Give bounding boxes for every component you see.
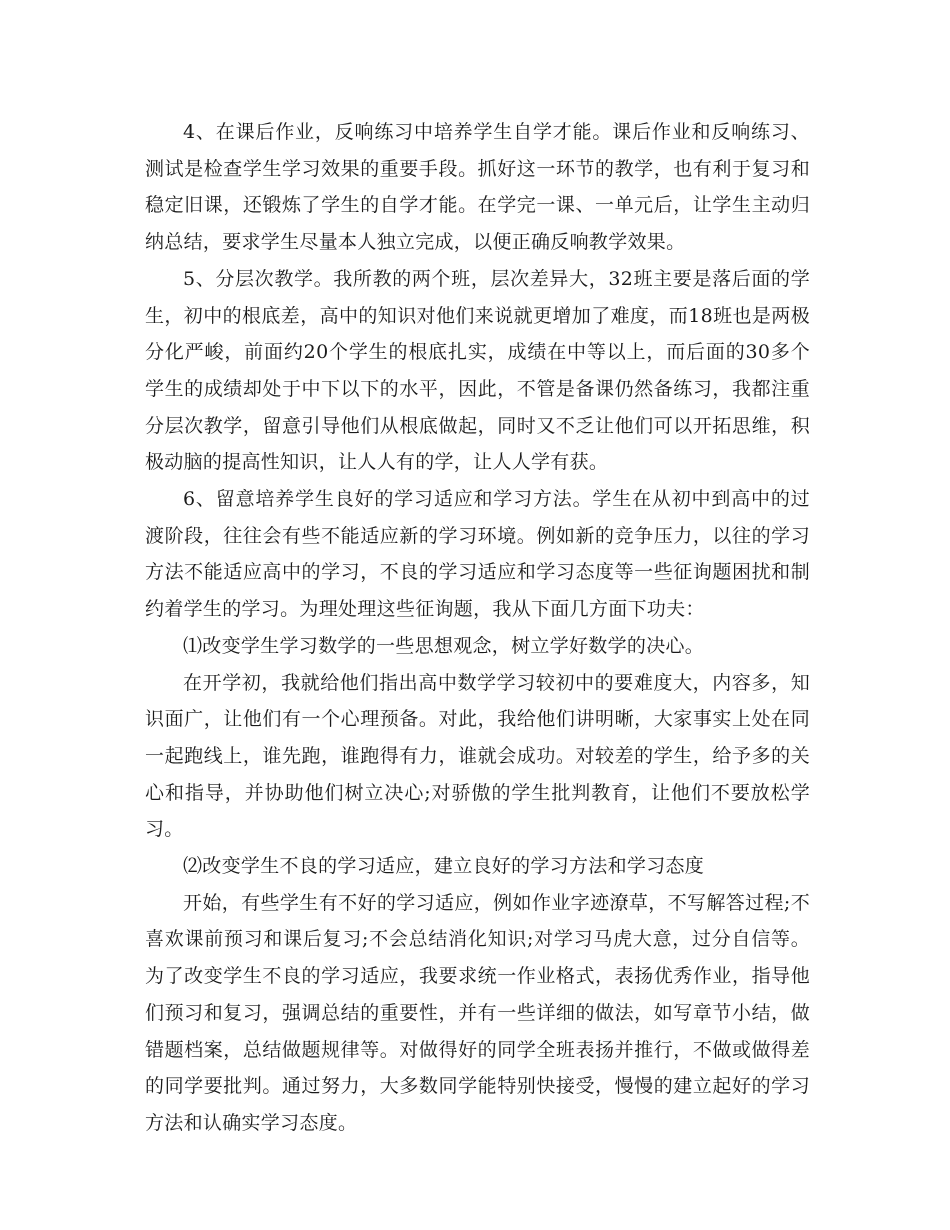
document-body [145, 114, 810, 1142]
paragraph-study-habits: 6、留意培养学生良好的学习适应和学习方法。学生在从初中到高中的过渡阶段，往往会有些不能适应新的学习环境。例如新的竞争压力，以往的学习方法不能适应高中的学习，不良的学习适应和学习态度等一些征询题困扰和制约着学生的学习。为理处理这些征询题，我从下面几方面下功夫： [145, 488, 810, 621]
paragraph-bad-habits: 开始，有些学生有不好的学习适应，例如作业字迹潦草，不写解答过程;不喜欢课前预习和课后复习;不会总结消化知识;对学习马虎大意，过分自信等。为了改变学生不良的学习适应，我要求统一作业格式，表扬优秀作业，指导他们预习和复习，强调总结的重要性，并有一些详细的做法，如写章节小结，做错题档案，总结做题规律等。对做得好的同学全班表扬并推行，不做或做得差的同学要批判。通过努力，大多数同学能特别快接受，慢慢的建立起好的学习方法和认确实学习态度。 [145, 891, 810, 1134]
paragraph-school-start: 在开学初，我就给他们指出高中数学学习较初中的要难度大，内容多，知识面广，让他们有一个心理预备。对此，我给他们讲明晰，大家事实上处在同一起跑线上，谁先跑，谁跑得有力，谁就会成功。对较差的学生，给予多的关心和指导，并协助他们树立决心;对骄傲的学生批判教育，让他们不要放松学习。 [145, 671, 810, 841]
paragraph-subheading-1: ⑴改变学生学习数学的一些思想观念，树立学好数学的决心。 [183, 634, 705, 657]
paragraph-homework-practice: 4、在课后作业，反响练习中培养学生自学才能。课后作业和反响练习、测试是检查学生学习效果的重要手段。抓好这一环节的教学，也有利于复习和稳定旧课，还锻炼了学生的自学才能。在学完一课、一单元后，让学生主动归纳总结，要求学生尽量本人独立完成，以便正确反响教学效果。 [145, 121, 810, 254]
paragraph-subheading-2: ⑵改变学生不良的学习适应，建立良好的学习方法和学习态度 [183, 855, 705, 878]
paragraph-tiered-teaching: 5、分层次教学。我所教的两个班，层次差异大，32班主要是落后面的学生，初中的根底差，高中的知识对他们来说就更增加了难度，而18班也是两极分化严峻，前面约20个学生的根底扎实，成绩在中等以上，而后面的30多个学生的成绩却处于中下以下的水平，因此，不管是备课仍然备练习，我都注重分层次教学，留意引导他们从根底做起，同时又不乏让他们可以开拓思维，积极动脑的提高性知识，让人人有的学，让人人学有获。 [145, 267, 810, 474]
